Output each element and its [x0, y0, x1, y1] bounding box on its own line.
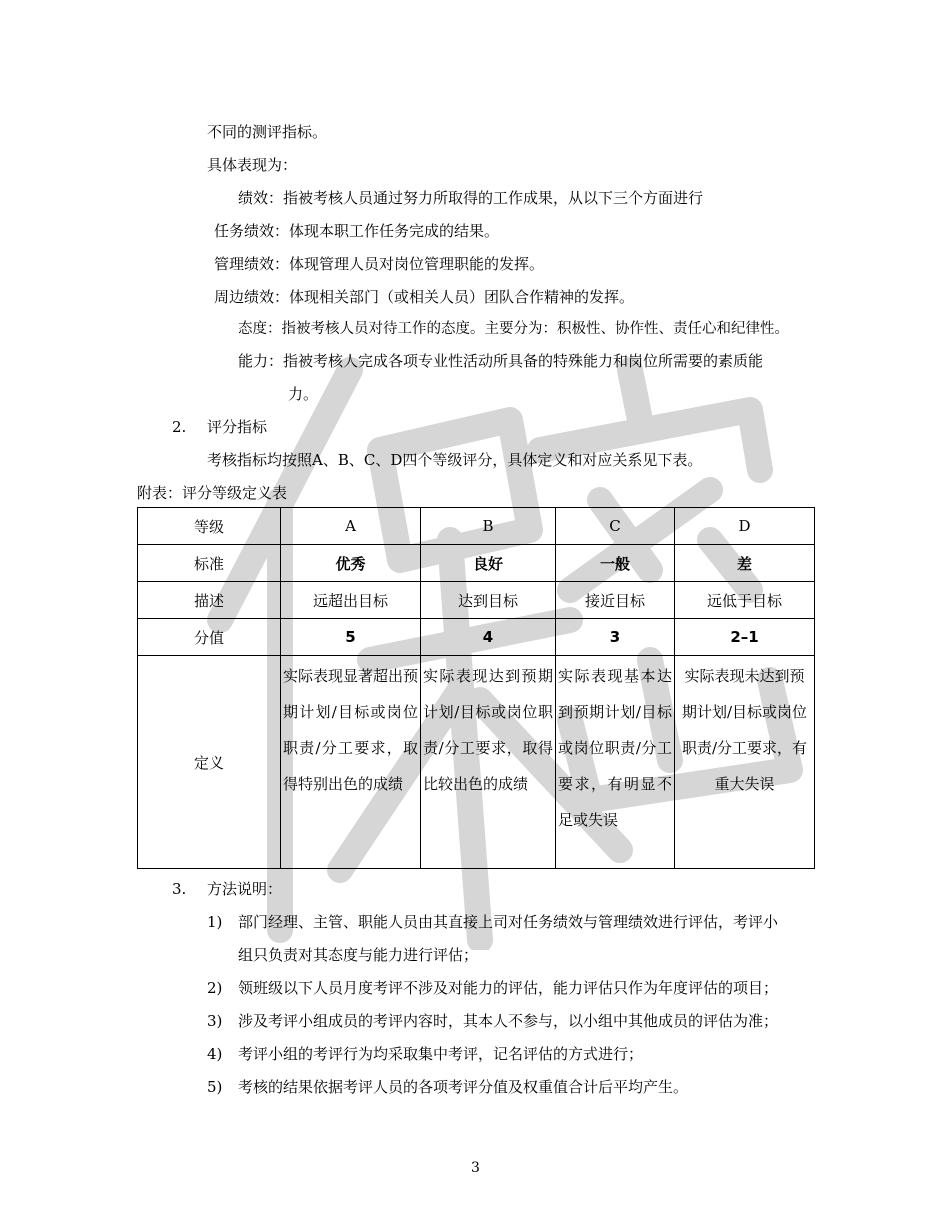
task-performance: 任务绩效：体现本职工作任务完成的结果。	[214, 222, 500, 240]
method-item-1-text: 部门经理、主管、职能人员由其直接上司对任务绩效与管理绩效进行评估，考评小	[238, 913, 779, 931]
score-cell: 2–1	[675, 619, 815, 656]
row-label: 分值	[138, 619, 281, 656]
score-cell: 5	[281, 619, 421, 656]
description-cell: 远超出目标	[281, 582, 421, 619]
score-cell: 4	[421, 619, 556, 656]
definition-cell: 实际表现未达到预期计划/目标或岗位职责/分工要求，有重大失误	[675, 656, 815, 869]
method-item-5-number: 5)	[207, 1078, 223, 1096]
description-cell: 接近目标	[556, 582, 675, 619]
intro-line-2: 具体表现为：	[207, 156, 298, 174]
management-performance: 管理绩效：体现管理人员对岗位管理职能的发挥。	[214, 255, 545, 273]
table-row	[138, 656, 815, 869]
standard-cell: 良好	[421, 545, 556, 582]
section-3-title: 方法说明：	[207, 880, 283, 898]
description-cell: 远低于目标	[675, 582, 815, 619]
definition-cell: 实际表现基本达到预期计划/目标或岗位职责/分工要求，有明显不足或失误	[556, 656, 675, 869]
table-row	[138, 582, 815, 619]
section-2-description: 考核指标均按照A、B、C、D四个等级评分，具体定义和对应关系见下表。	[207, 451, 703, 469]
table-row	[138, 545, 815, 582]
definition-cell: 实际表现显著超出预期计划/目标或岗位职责/分工要求，取得特别出色的成绩	[281, 656, 421, 869]
table-row	[138, 619, 815, 656]
row-label: 描述	[138, 582, 281, 619]
table-row	[138, 508, 815, 545]
grade-definition-table	[137, 507, 815, 869]
section-3-number: 3.	[172, 880, 187, 898]
row-label: 等级	[138, 508, 281, 545]
row-label: 定义	[138, 656, 281, 869]
table-caption: 附表：评分等级定义表	[137, 484, 288, 502]
score-cell: 3	[556, 619, 675, 656]
definition-cell: 实际表现达到预期计划/目标或岗位职责/分工要求，取得比较出色的成绩	[421, 656, 556, 869]
grade-cell: B	[421, 508, 556, 545]
method-item-4-text: 考评小组的考评行为均采取集中考评，记名评估的方式进行；	[238, 1045, 644, 1063]
standard-cell: 优秀	[281, 545, 421, 582]
section-2-number: 2.	[172, 418, 187, 436]
method-item-4-number: 4)	[207, 1045, 223, 1063]
ability-definition-line-1: 能力：指被考核人完成各项专业性活动所具备的特殊能力和岗位所需要的素质能	[238, 352, 764, 370]
method-item-3-text: 涉及考评小组成员的考评内容时，其本人不参与，以小组中其他成员的评估为准；	[238, 1012, 779, 1030]
row-label: 标准	[138, 545, 281, 582]
ability-definition-line-2: 力。	[288, 385, 319, 403]
grade-cell: A	[281, 508, 421, 545]
section-2-title: 评分指标	[207, 418, 268, 436]
method-item-5-text: 考核的结果依据考评人员的各项考评分值及权重值合计后平均产生。	[238, 1078, 689, 1096]
method-item-1-text-cont: 组只负责对其态度与能力进行评估；	[238, 946, 479, 964]
description-cell: 达到目标	[421, 582, 556, 619]
intro-line-1: 不同的测评指标。	[207, 123, 328, 141]
peripheral-performance: 周边绩效：体现相关部门（或相关人员）团队合作精神的发挥。	[214, 288, 635, 306]
standard-cell: 一般	[556, 545, 675, 582]
grade-cell: D	[675, 508, 815, 545]
performance-definition: 绩效：指被考核人员通过努力所取得的工作成果，从以下三个方面进行	[238, 189, 704, 207]
method-item-3-number: 3)	[207, 1012, 223, 1030]
method-item-1-number: 1)	[207, 913, 223, 931]
grade-cell: C	[556, 508, 675, 545]
method-item-2-number: 2)	[207, 979, 223, 997]
page-number: 3	[471, 1160, 480, 1176]
attitude-definition: 态度：指被考核人员对待工作的态度。主要分为：积极性、协作性、责任心和纪律性。	[238, 321, 789, 337]
method-item-2-text: 领班级以下人员月度考评不涉及对能力的评估，能力评估只作为年度评估的项目；	[238, 979, 779, 997]
standard-cell: 差	[675, 545, 815, 582]
